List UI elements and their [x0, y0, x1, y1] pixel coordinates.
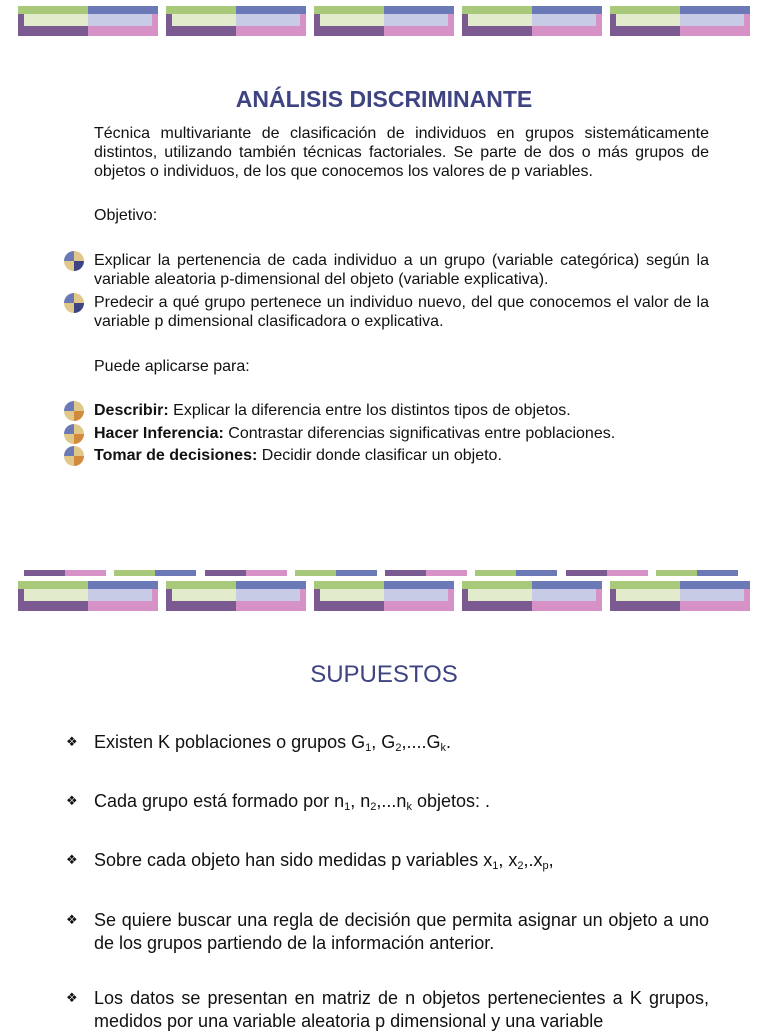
decorative-tile — [166, 581, 306, 611]
quartered-circle-icon — [64, 446, 84, 466]
four-diamond-icon: ❖ — [66, 990, 78, 1005]
subscript: 1 — [492, 860, 499, 872]
decorative-tile — [18, 581, 158, 611]
use-text: Explicar la diferencia entre los distintos tipos de objetos. — [168, 402, 571, 419]
use-text: Contrastar diferencias significativas entre poblaciones. — [223, 425, 616, 442]
use-term: Tomar de decisiones: — [94, 447, 258, 464]
decorative-tile — [314, 6, 454, 36]
assumption-text: Los datos se presentan en matriz de n objetos pertenecientes a K grupos, medidos por una variable aleatoria p dimensional y una variable — [94, 988, 709, 1031]
section-title: SUPUESTOS — [310, 661, 458, 688]
four-diamond-icon: ❖ — [66, 912, 78, 927]
assumption-text: Cada grupo está formado por $n_1$, $n_2,...n_k$ objetos: . — [94, 791, 490, 813]
decorative-tile — [610, 581, 750, 611]
decorative-tile — [166, 6, 306, 36]
use-term: Describir: — [94, 402, 169, 419]
four-diamond-icon: ❖ — [66, 734, 78, 749]
subscript: p — [542, 860, 549, 872]
uses-label: Puede aplicarse para: — [94, 358, 250, 375]
subscript: k — [440, 742, 446, 754]
assumption-text: Se quiere buscar una regla de decisión que permita asignar un objeto a uno de los grupos partiendo de la información anterior. — [94, 910, 709, 953]
intro-paragraph: Técnica multivariante de clasificación de individuos en grupos sistemáticamente distintos, utilizando también técnicas factoriales. Se parte de dos o más grupos de objetos o individuos, de los que conocemos los valores de p variables. — [94, 125, 709, 180]
objective-text: Predecir a qué grupo pertenece un individuo nuevo, del que conocemos el valor de la variable p dimensional clasificadora o explicativa. — [94, 294, 709, 330]
decorative-tile — [314, 581, 454, 611]
quartered-circle-icon — [64, 424, 84, 444]
quartered-circle-icon — [64, 293, 84, 313]
subscript: 2 — [517, 860, 524, 872]
decorative-strip — [24, 570, 738, 576]
decorative-tile — [462, 581, 602, 611]
decorative-tile — [610, 6, 750, 36]
subscript: 1 — [344, 801, 351, 813]
page-title: ANÁLISIS DISCRIMINANTE — [235, 86, 533, 112]
four-diamond-icon: ❖ — [66, 793, 78, 808]
objective-text: Explicar la pertenencia de cada individuo a un grupo (variable categórica) según la variable aleatoria p-dimensional del objeto (variable explicativa). — [94, 252, 709, 288]
assumption-text: Existen K poblaciones o grupos $G_1$, $G_2,....G_k$. — [94, 732, 451, 754]
subscript: 1 — [365, 742, 372, 754]
subscript: 2 — [395, 742, 402, 754]
decorative-band-middle — [18, 581, 750, 611]
assumption-text: Sobre cada objeto han sido medidas p variables $x_1$, $x_2,.x_p$, — [94, 850, 554, 872]
subscript: k — [406, 801, 412, 813]
four-diamond-icon: ❖ — [66, 852, 78, 867]
objective-label: Objetivo: — [94, 207, 158, 224]
decorative-tile — [18, 6, 158, 36]
quartered-circle-icon — [64, 251, 84, 271]
decorative-tile — [462, 6, 602, 36]
use-text: Decidir donde clasificar un objeto. — [257, 447, 502, 464]
decorative-band-top — [18, 6, 750, 36]
use-term: Hacer Inferencia: — [94, 425, 224, 442]
quartered-circle-icon — [64, 401, 84, 421]
subscript: 2 — [370, 801, 377, 813]
